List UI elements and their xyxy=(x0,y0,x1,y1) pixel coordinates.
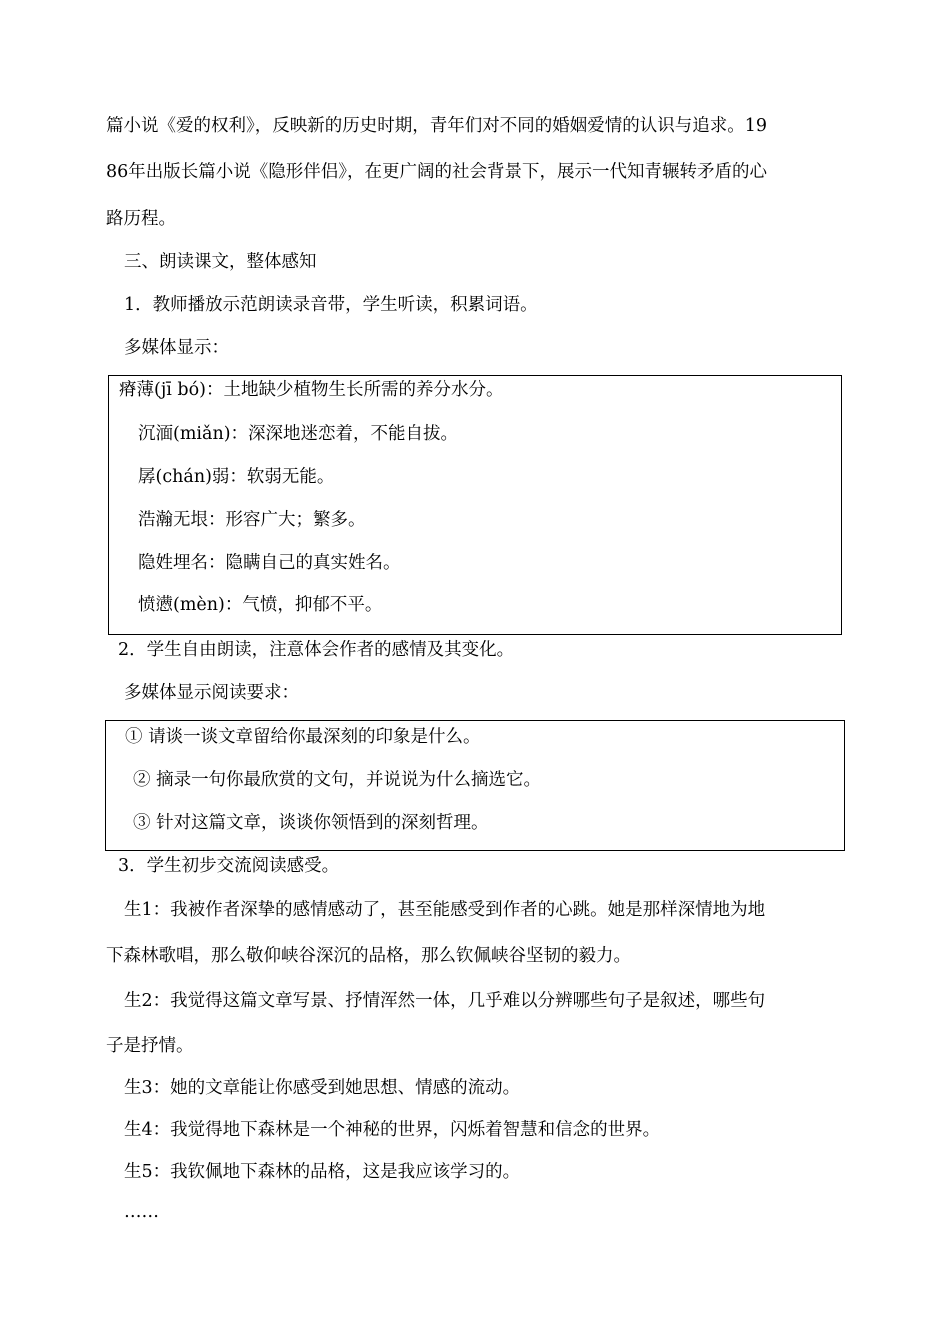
vocab-item: 孱(chán)弱：软弱无能。 xyxy=(138,467,335,487)
vocab-item: 隐姓埋名：隐瞒自己的真实姓名。 xyxy=(138,553,401,573)
reading-requirements-box xyxy=(105,720,845,851)
section-heading: 三、朗读课文，整体感知 xyxy=(124,252,317,272)
response-4: 生4：我觉得地下森林是一个神秘的世界，闪烁着智慧和信念的世界。 xyxy=(124,1120,661,1140)
response-1-line-1: 生1：我被作者深挚的感情感动了，甚至能感受到作者的心跳。她是那样深情地为地 xyxy=(124,900,766,920)
media-label-1: 多媒体显示： xyxy=(124,338,229,358)
step-3: 3．学生初步交流阅读感受。 xyxy=(118,856,340,876)
response-3: 生3：她的文章能让你感受到她思想、情感的流动。 xyxy=(124,1078,521,1098)
step-1: 1．教师播放示范朗读录音带，学生听读，积累词语。 xyxy=(124,295,538,315)
intro-line-3: 路历程。 xyxy=(106,209,176,229)
vocab-item: 瘠薄(jī bó)：土地缺少植物生长所需的养分水分。 xyxy=(119,380,504,400)
vocab-item: 浩瀚无垠：形容广大；繁多。 xyxy=(138,510,366,530)
response-2-line-2: 子是抒情。 xyxy=(106,1036,194,1056)
intro-line-1: 篇小说《爱的权利》，反映新的历史时期，青年们对不同的婚姻爱情的认识与追求。19 xyxy=(106,116,768,136)
response-1-line-2: 下森林歌唱，那么敬仰峡谷深沉的品格，那么钦佩峡谷坚韧的毅力。 xyxy=(106,946,631,966)
response-2-line-1: 生2：我觉得这篇文章写景、抒情浑然一体，几乎难以分辨哪些句子是叙述，哪些句 xyxy=(124,991,766,1011)
requirement-item: ③ 针对这篇文章，谈谈你领悟到的深刻哲理。 xyxy=(133,813,489,833)
vocabulary-box xyxy=(108,375,842,635)
requirement-item: ② 摘录一句你最欣赏的文句，并说说为什么摘选它。 xyxy=(133,770,542,790)
vocab-item: 愤懑(mèn)：气愤，抑郁不平。 xyxy=(138,595,383,615)
media-label-2: 多媒体显示阅读要求： xyxy=(124,683,299,703)
requirement-item: ① 请谈一谈文章留给你最深刻的印象是什么。 xyxy=(125,727,481,747)
vocab-item: 沉湎(miǎn)：深深地迷恋着，不能自拔。 xyxy=(138,424,459,444)
response-5: 生5：我钦佩地下森林的品格，这是我应该学习的。 xyxy=(124,1162,521,1182)
intro-line-2: 86年出版长篇小说《隐形伴侣》，在更广阔的社会背景下，展示一代知青辗转矛盾的心 xyxy=(106,162,768,182)
step-2: 2．学生自由朗读，注意体会作者的感情及其变化。 xyxy=(118,640,515,660)
ellipsis: …… xyxy=(124,1202,159,1222)
